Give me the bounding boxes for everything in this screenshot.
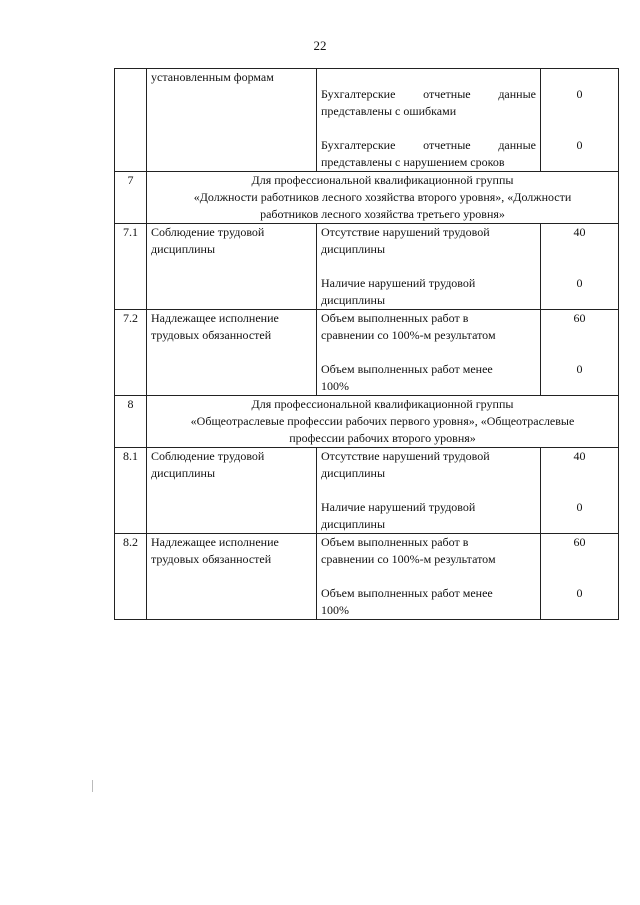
criterion-line — [321, 86, 536, 103]
score-cell — [541, 448, 619, 534]
criterion-line: сравнении со 100%-м результатом — [321, 328, 496, 342]
score-value: 0 — [576, 362, 583, 376]
indicator-name-line: Надлежащее исполнение — [151, 311, 279, 325]
row-number: 8.1 — [115, 448, 147, 534]
section-title-line: «Должности работников лесного хозяйства второго уровня», «Должности — [193, 190, 572, 204]
criterion-line: Объем выполненных работ в — [321, 311, 469, 325]
table-row — [115, 310, 619, 396]
section-title — [147, 172, 619, 224]
criterion-line: Объем выполненных работ менее — [321, 362, 493, 376]
section-header-row — [115, 396, 619, 448]
score-value: 0 — [576, 138, 583, 152]
indicator-name-line: трудовых обязанностей — [151, 552, 272, 566]
section-title — [147, 396, 619, 448]
indicator-name-line: дисциплины — [151, 242, 216, 256]
section-number: 8 — [115, 396, 147, 448]
criterion-word: данные — [498, 138, 536, 152]
section-header-row — [115, 172, 619, 224]
score-value: 60 — [573, 535, 586, 549]
section-title-line: Для профессиональной квалификационной группы — [251, 397, 514, 411]
row-number: 7.2 — [115, 310, 147, 396]
indicator-name-line: Надлежащее исполнение — [151, 535, 279, 549]
criteria-cell — [317, 448, 541, 534]
score-cell — [541, 69, 619, 172]
score-cell — [541, 310, 619, 396]
criteria-cell — [317, 69, 541, 172]
criterion-word: данные — [498, 87, 536, 101]
criterion-line: Объем выполненных работ в — [321, 535, 469, 549]
indicator-name-line: Соблюдение трудовой — [151, 449, 265, 463]
score-value: 0 — [576, 586, 583, 600]
criterion-line: дисциплины — [321, 517, 386, 531]
indicator-name-cell — [147, 224, 317, 310]
section-title-line: профессии рабочих второго уровня» — [289, 431, 476, 445]
criterion-line: сравнении со 100%-м результатом — [321, 552, 496, 566]
criterion-line: 100% — [321, 603, 349, 617]
page-number: 22 — [313, 38, 327, 53]
score-value: 0 — [576, 87, 583, 101]
criterion-line: Отсутствие нарушений трудовой — [321, 225, 490, 239]
criteria-cell — [317, 534, 541, 620]
criterion-line: Отсутствие нарушений трудовой — [321, 449, 490, 463]
criteria-cell — [317, 224, 541, 310]
score-value: 60 — [573, 311, 586, 325]
indicator-name-cell — [147, 310, 317, 396]
scan-artifact — [92, 780, 93, 792]
table-row — [115, 448, 619, 534]
table-row — [115, 224, 619, 310]
criterion-line: Наличие нарушений трудовой — [321, 500, 476, 514]
score-value: 40 — [573, 449, 586, 463]
row-number-cell — [115, 69, 147, 172]
criterion-word: Бухгалтерские — [321, 87, 396, 101]
criterion-word: отчетные — [423, 138, 471, 152]
table-row — [115, 534, 619, 620]
indicator-name-line: Соблюдение трудовой — [151, 225, 265, 239]
criterion-line: дисциплины — [321, 466, 386, 480]
indicator-name-line: трудовых обязанностей — [151, 328, 272, 342]
section-title-line: работников лесного хозяйства третьего уровня» — [260, 207, 505, 221]
criterion-line: Объем выполненных работ менее — [321, 586, 493, 600]
criterion-line: Наличие нарушений трудовой — [321, 276, 476, 290]
criterion-line: 100% — [321, 379, 349, 393]
section-number: 7 — [115, 172, 147, 224]
score-value: 40 — [573, 225, 586, 239]
table-row — [115, 69, 619, 172]
score-cell — [541, 534, 619, 620]
criterion-line: представлены с нарушением сроков — [321, 155, 505, 169]
criterion-word: отчетные — [423, 87, 471, 101]
indicator-name: установленным формам — [151, 70, 274, 84]
row-number: 8.2 — [115, 534, 147, 620]
score-value: 0 — [576, 500, 583, 514]
indicator-name-line: дисциплины — [151, 466, 216, 480]
criteria-table — [114, 68, 619, 620]
criterion-line: дисциплины — [321, 242, 386, 256]
score-cell — [541, 224, 619, 310]
criterion-line: представлены с ошибками — [321, 104, 457, 118]
indicator-name-cell — [147, 534, 317, 620]
section-title-line: Для профессиональной квалификационной группы — [251, 173, 514, 187]
score-value: 0 — [576, 276, 583, 290]
criterion-word: Бухгалтерские — [321, 138, 396, 152]
indicator-name-cell — [147, 448, 317, 534]
criterion-line: дисциплины — [321, 293, 386, 307]
section-title-line: «Общеотраслевые профессии рабочих первого уровня», «Общеотраслевые — [190, 414, 575, 428]
row-number: 7.1 — [115, 224, 147, 310]
criteria-cell — [317, 310, 541, 396]
indicator-name-cell — [147, 69, 317, 172]
criterion-line — [321, 137, 536, 154]
